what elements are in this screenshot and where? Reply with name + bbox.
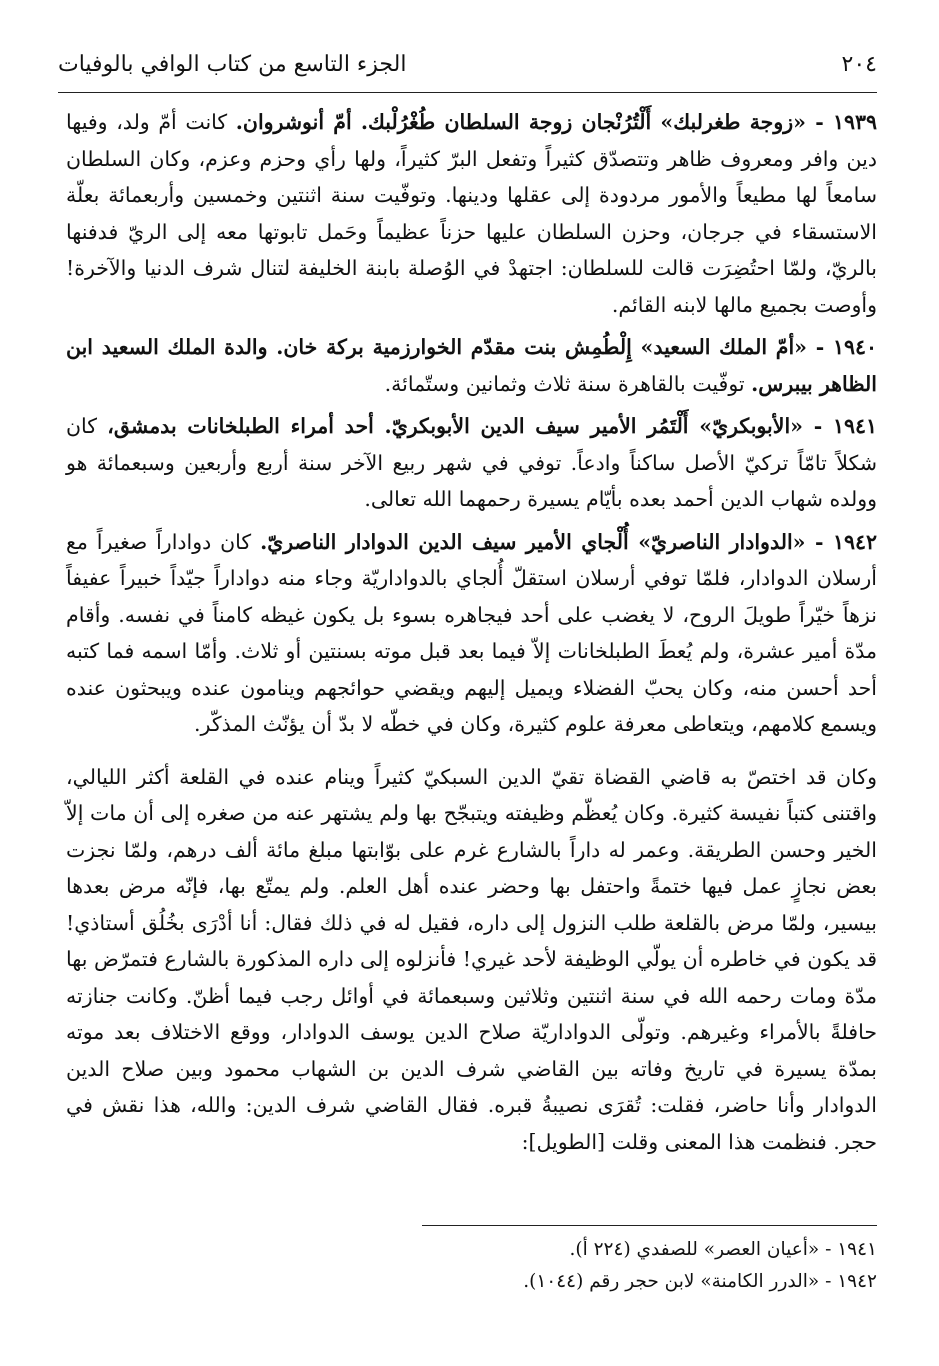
page-header xyxy=(58,44,877,84)
entry-heading: ١٩٤٠ - «أمّ الملك السعيد» إِلْطُمِش بنت مقدّم الخوارزمية بركة خان. والدة الملك السعيد ابن الظاهر بيبرس. xyxy=(66,335,877,396)
entry-text: كان شكلاً تامّاً تركيّ الأصل ساكناً وادعاً. توفي في شهر ربيع الآخر سنة أربع وأربعين وسبعمائة هو وولده شهاب الدين أحمد بعده بأيّام يسيرة رحمهما الله تعالى. xyxy=(66,414,877,511)
header-rule xyxy=(58,92,877,93)
entry-heading: ١٩٤٢ - «الدوادار الناصريّ» أُلْجاي الأمير سيف الدين الدوادار الناصريّ. xyxy=(260,529,878,554)
entry-heading: ١٩٣٩ - «زوجة طغرلبك» أَلْتُرُنْجان زوجة السلطان طُغْرُلْبك. أمّ أنوشروان. xyxy=(235,110,877,134)
entry-1942-continuation: وكان قد اختصّ به قاضي القضاة تقيّ الدين السبكيّ كثيراً وينام عنده في القلعة أكثر الليالي، واقتنى كتباً نفيسة كثيرة. وكان يُعظّم وظيفته ويتبجّح بها ولم يشتهر عنه من صغره إلى أن مات إلاّ الخير وحسن الطريقة. وعمر له داراً بالشارع غرم على بوّابتها مبلغ مائة ألف درهم، ولمّا نجزت بعض نجازٍ عمل فيها ختمةً واحتفل بها وحضر عنده أهل العلم. ولم يمتّع بها، فإنّه مرض بعدها بيسير، ولمّا مرض بالقلعة طلب النزول إلى داره، فقيل له في ذلك فقال: أنا أدْرَى بخُلُق أستاذي! قد يكون في خاطره أن يولّي الوظيفة لأحد غيري! فأنزلوه إلى داره المذكورة بالشارع فتمرّض بها مدّة ومات رحمه الله في سنة اثنتين وثلاثين وسبعمائة في أوائل رجب فيما أظنّ. وكانت جنازته حافلةً بالأمراء وغيرهم. وتولّى الدواداريّة صلاح الدين يوسف الدوادار، ووقع الاختلاف بعد موته بمدّة يسيرة في تاريخ وفاته بين القاضي شرف الدين بن الشهاب محمود وبين صلاح الدين الدوادار وأنا حاضر، فقلت: تُقرَى نصيبةُ قبره. فقال القاضي شرف الدين: والله، هذا نقش في حجر. فنظمت هذا المعنى وقلت [الطويل]: xyxy=(66,764,877,1154)
entry-heading: ١٩٤١ - «الأبوبكريّ» أَلْتَمُر الأمير سيف الدين الأبوبكريّ. أحد أمراء الطبلخانات بدمشق، xyxy=(107,414,878,438)
entry-text: توفّيت بالقاهرة سنة ثلاث وثمانين وستّمائة. xyxy=(384,371,752,396)
entry-1940 xyxy=(66,329,877,402)
entry-text: كانت أمّ ولد، وفيها دين وافر ومعروف ظاهر وتتصدّق كثيراً وتفعل البرّ كثيراً، ولها رأي وحزم وعزم، وكان السلطان سامعاً لها مطيعاً والأمور مردودة إلى عقلها ودينها. وتوفّيت سنة اثنتين وخمسين وأربعمائة بعلّة الاستسقاء في جرجان، وحزن السلطان عليها حزناً عظيماً وحَمل تابوتها معه إلى الريّ فدفنها بالريّ، ولمّا احتُضِرَت قالت للسلطان: اجتهدْ في الوُصلة بابنة الخليفة لتنال شرف الدنيا والآخرة! وأوصت بجميع مالها لابنه القائم. xyxy=(66,110,877,317)
running-title: الجزء التاسع من كتاب الوافي بالوفيات xyxy=(58,51,407,77)
footnote-rule xyxy=(422,1225,877,1226)
page-number: ٢٠٤ xyxy=(841,51,877,77)
entry-text: كان دواداراً صغيراً مع أرسلان الدوادار، فلمّا توفي أرسلان استقلّ أُلجاي بالدواداريّة وجاء منه دواداراً جيّداً خبيراً عفيفاً نزهاً خيّراً طويلَ الروح، لا يغضب على أحد فيجاهره بسوء بل يكون غيظه كامناً في نفسه. وأقام مدّة أمير عشرة، ولم يُعطَ الطبلخانات إلاّ فيما بعد قبل موته بسنتين أو ثلاث. وأمّا اسمه فما كتبه أحد أحسن منه، وكان يحبّ الفضلاء ويميل إليهم ويقضي حوائجهم وينامون عنده ويبحثون عنده ويسمع كلامهم، ويتعاطى معرفة علوم كثيرة، وكان في خطّه لا بدّ أن يؤنّث المذكّر. xyxy=(66,529,877,736)
footnote-1941: ١٩٤١ - «أعيان العصر» للصفدي (٢٢٤ أ). xyxy=(569,1239,877,1260)
main-text xyxy=(66,104,877,1160)
entry-1939 xyxy=(66,104,877,323)
entry-1941 xyxy=(66,408,877,518)
footnote-1942: ١٩٤٢ - «الدرر الكامنة» لابن حجر رقم (١٠٤٤). xyxy=(523,1271,877,1292)
entry-1942 xyxy=(66,524,877,743)
footnotes xyxy=(377,1234,877,1298)
